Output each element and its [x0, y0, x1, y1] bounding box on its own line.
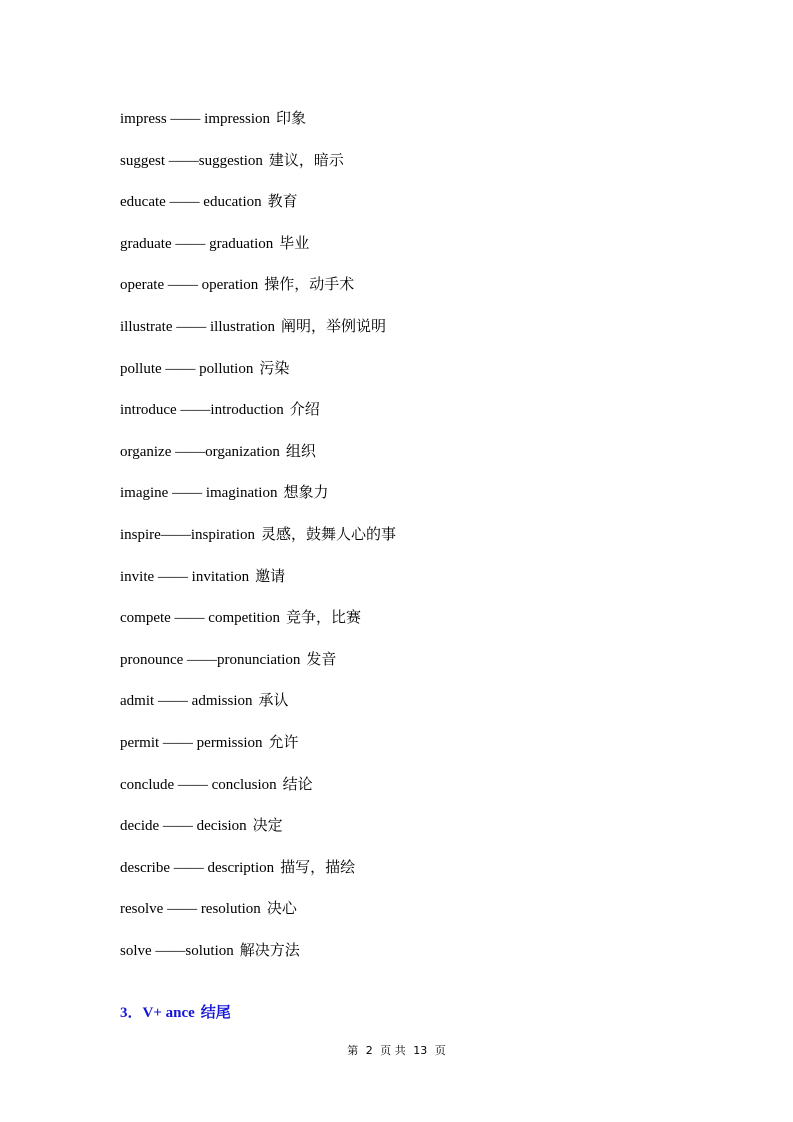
word-pair: pollute —— pollution: [120, 360, 254, 377]
footer-total-pages: 13: [413, 1044, 428, 1057]
word-meaning: 操作，动手术: [264, 275, 355, 294]
word-meaning: 发音: [306, 649, 337, 668]
footer-page-number: 2: [365, 1044, 373, 1057]
word-pair: operate —— operation: [120, 277, 259, 294]
list-item: [120, 648, 396, 690]
word-meaning: 决定: [252, 816, 283, 835]
word-meaning: 竞争，比赛: [285, 608, 361, 627]
word-pair: organize ——organization: [120, 443, 280, 460]
word-pair: solve ——solution: [120, 942, 234, 959]
list-item: [120, 107, 396, 149]
word-meaning: 灵感，鼓舞人心的事: [261, 524, 397, 543]
word-meaning: 允许: [268, 732, 299, 751]
word-meaning: 阐明，举例说明: [280, 316, 386, 335]
page-footer: [0, 1042, 793, 1058]
list-item: [120, 273, 396, 315]
word-list: [120, 107, 396, 980]
word-pair: permit —— permission: [120, 734, 263, 751]
word-meaning: 介绍: [289, 400, 320, 419]
word-meaning: 污染: [259, 358, 290, 377]
section-title: 结尾: [200, 1003, 231, 1021]
list-item: [120, 190, 396, 232]
word-pair: invite —— invitation: [120, 568, 250, 585]
list-item: [120, 606, 396, 648]
list-item: [120, 149, 396, 191]
list-item: [120, 232, 396, 274]
word-pair: educate —— education: [120, 194, 262, 211]
list-item: [120, 481, 396, 523]
word-meaning: 决心: [266, 899, 297, 918]
list-item: [120, 315, 396, 357]
footer-suffix: 页: [434, 1044, 446, 1057]
word-pair: inspire——inspiration: [120, 526, 255, 543]
section-heading: [120, 1001, 231, 1022]
word-meaning: 印象: [276, 109, 307, 127]
list-item: [120, 689, 396, 731]
list-item: [120, 939, 396, 981]
word-pair: pronounce ——pronunciation: [120, 651, 301, 668]
list-item: [120, 814, 396, 856]
word-meaning: 承认: [258, 691, 289, 710]
list-item: [120, 357, 396, 399]
list-item: [120, 440, 396, 482]
footer-prefix: 第: [347, 1044, 359, 1057]
word-meaning: 建议，暗示: [268, 150, 344, 169]
list-item: [120, 523, 396, 565]
word-pair: graduate —— graduation: [120, 235, 274, 252]
word-pair: compete —— competition: [120, 610, 280, 627]
word-meaning: 组织: [285, 441, 316, 460]
word-pair: describe —— description: [120, 859, 275, 876]
word-meaning: 邀请: [255, 566, 286, 585]
word-meaning: 解决方法: [239, 940, 300, 959]
list-item: [120, 897, 396, 939]
word-meaning: 毕业: [279, 233, 310, 252]
word-meaning: 结论: [282, 774, 313, 793]
word-meaning: 想象力: [283, 483, 329, 502]
list-item: [120, 398, 396, 440]
word-pair: conclude —— conclusion: [120, 776, 277, 793]
word-meaning: 教育: [267, 192, 298, 211]
word-pair: impress —— impression: [120, 111, 270, 127]
word-pair: illustrate —— illustration: [120, 318, 275, 335]
list-item: [120, 856, 396, 898]
word-pair: introduce ——introduction: [120, 402, 284, 419]
list-item: [120, 565, 396, 607]
word-pair: suggest ——suggestion: [120, 152, 263, 169]
footer-mid: 页 共: [380, 1044, 406, 1057]
list-item: [120, 731, 396, 773]
word-pair: imagine —— imagination: [120, 485, 278, 502]
word-pair: admit —— admission: [120, 693, 253, 710]
section-number: 3．V+ ance: [120, 1005, 195, 1021]
list-item: [120, 773, 396, 815]
word-pair: resolve —— resolution: [120, 901, 261, 918]
word-pair: decide —— decision: [120, 818, 247, 835]
word-meaning: 描写，描绘: [280, 857, 356, 876]
